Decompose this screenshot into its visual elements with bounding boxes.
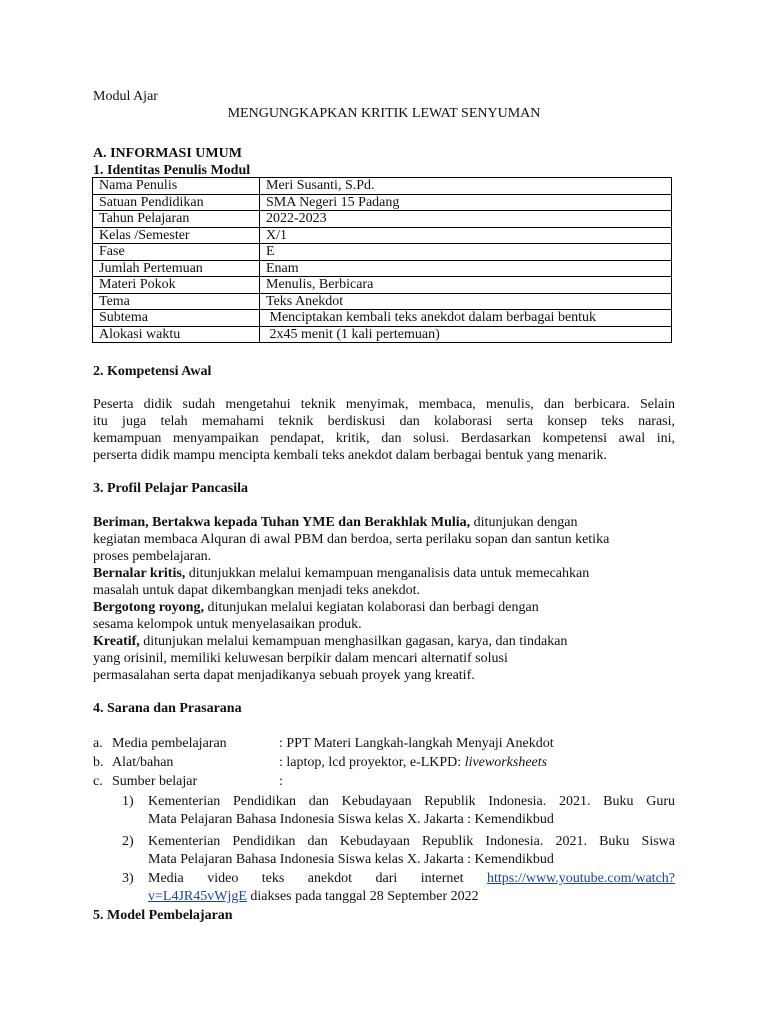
list-letter: b.	[93, 755, 104, 770]
profil-desc: ditunjukan melalui kegiatan kolaborasi dan berbagi dengan	[203, 600, 539, 615]
table-cell-value: 2x45 menit (1 kali pertemuan)	[260, 326, 672, 343]
table-cell-label: Materi Pokok	[93, 277, 260, 294]
document-title: MENGUNGKAPKAN KRITIK LEWAT SENYUMAN	[227, 106, 541, 121]
reference-text: diakses pada tanggal 28 September 2022	[246, 889, 479, 904]
table-cell-label: Nama Penulis	[93, 178, 260, 195]
list-letter: a.	[93, 736, 103, 751]
table-cell-value: Menciptakan kembali teks anekdot dalam berbagai bentuk	[260, 310, 672, 327]
table-cell-label: Subtema	[93, 310, 260, 327]
table-cell-label: Kelas /Semester	[93, 227, 260, 244]
reference-line	[148, 888, 675, 906]
reference-text: Media video teks anekdot dari internet	[148, 871, 487, 886]
list-letter: c.	[93, 774, 103, 789]
table-cell-value: Menulis, Berbicara	[260, 277, 672, 294]
identitas-table	[92, 177, 672, 343]
sarana-item-alat	[93, 754, 548, 772]
profil-item-bernalar	[93, 565, 675, 582]
paragraph-line: proses pembelajaran.	[93, 549, 212, 564]
sarana-item-sumber	[93, 773, 283, 791]
table-cell-value: E	[260, 244, 672, 261]
table-row	[93, 194, 672, 211]
sarana-heading: 4. Sarana dan Prasarana	[93, 701, 242, 716]
sarana-label: Sumber belajar	[112, 774, 198, 789]
table-cell-value: 2022-2023	[260, 211, 672, 228]
sarana-label: Media pembelajaran	[112, 736, 227, 751]
reference-line: Mata Pelajaran Bahasa Indonesia Siswa kelas X. Jakarta : Kemendikbud	[148, 812, 554, 827]
table-row	[93, 178, 672, 195]
paragraph-line: itu juga telah memahami teknik berdiskusi dan kolaborasi serta konsep teks narasi,	[93, 414, 675, 429]
identitas-heading: 1. Identitas Penulis Modul	[93, 163, 251, 178]
profil-item-beriman	[93, 514, 675, 531]
table-cell-value: SMA Negeri 15 Padang	[260, 194, 672, 211]
profil-item-kreatif	[93, 633, 675, 650]
reference-line: Mata Pelajaran Bahasa Indonesia Siswa kelas X. Jakarta : Kemendikbud	[148, 852, 554, 867]
sarana-label: Alat/bahan	[112, 755, 174, 770]
profil-desc: ditunjukkan melalui kemampuan menganalisis data untuk memecahkan	[185, 566, 590, 581]
doc-type-label: Modul Ajar	[93, 89, 158, 104]
profil-term: Bernalar kritis,	[93, 566, 186, 581]
table-cell-label: Tahun Pelajaran	[93, 211, 260, 228]
reference-item-2	[122, 833, 675, 869]
table-cell-label: Alokasi waktu	[93, 326, 260, 343]
table-row	[93, 326, 672, 343]
paragraph-line: sesama kelompok untuk menyelasaikan produk.	[93, 617, 362, 632]
reference-line: Kementerian Pendidikan dan Kebudayaan Republik Indonesia. 2021. Buku Siswa	[148, 834, 675, 849]
paragraph-line: perserta didik mampu mencipta kembali teks anekdot dalam berbagai bentuk yang menarik.	[93, 448, 607, 463]
profil-term: Kreatif,	[93, 634, 140, 649]
table-cell-value: Meri Susanti, S.Pd.	[260, 178, 672, 195]
table-cell-label: Tema	[93, 293, 260, 310]
reference-line: Kementerian Pendidikan dan Kebudayaan Republik Indonesia. 2021. Buku Guru	[148, 794, 675, 809]
table-cell-value: Teks Anekdot	[260, 293, 672, 310]
table-row	[93, 244, 672, 261]
sarana-value: : PPT Materi Langkah-langkah Menyaji Anekdot	[279, 736, 554, 751]
table-row	[93, 260, 672, 277]
reference-number: 3)	[122, 871, 134, 886]
paragraph-line: permasalahan serta dapat menjadikanya sebuah proyek yang kreatif.	[93, 668, 475, 683]
table-cell-label: Fase	[93, 244, 260, 261]
reference-line	[148, 870, 675, 888]
model-heading: 5. Model Pembelajaran	[93, 908, 233, 923]
kompetensi-paragraph	[93, 396, 675, 464]
sarana-value: :	[279, 774, 283, 789]
table-cell-value: Enam	[260, 260, 672, 277]
kompetensi-heading: 2. Kompetensi Awal	[93, 364, 212, 379]
sarana-item-media	[93, 735, 554, 753]
profil-item-gotong-royong	[93, 599, 675, 616]
table-cell-label: Jumlah Pertemuan	[93, 260, 260, 277]
sarana-value-italic: liveworksheets	[464, 755, 548, 770]
profil-block	[93, 514, 675, 684]
youtube-link-continued[interactable]: v=L4JR45vWjgE	[148, 889, 247, 904]
sarana-value-text: : laptop, lcd proyektor, e-LKPD:	[279, 755, 465, 770]
table-row	[93, 227, 672, 244]
sarana-value	[279, 754, 547, 772]
table-cell-value: X/1	[260, 227, 672, 244]
reference-item-1	[122, 793, 675, 829]
table-cell-label: Satuan Pendidikan	[93, 194, 260, 211]
section-a-heading: A. INFORMASI UMUM	[93, 146, 242, 161]
reference-item-3	[122, 870, 675, 906]
reference-number: 2)	[122, 834, 134, 849]
table-row	[93, 293, 672, 310]
table-row	[93, 277, 672, 294]
youtube-link[interactable]: https://www.youtube.com/watch?	[486, 871, 675, 886]
table-row	[93, 310, 672, 327]
paragraph-line: masalah untuk dapat dikembangkan menjadi teks anekdot.	[93, 583, 420, 598]
table-row	[93, 211, 672, 228]
profil-heading: 3. Profil Pelajar Pancasila	[93, 481, 249, 496]
profil-term: Beriman, Bertakwa kepada Tuhan YME dan Berakhlak Mulia,	[93, 515, 471, 530]
paragraph-line: kegiatan membaca Alquran di awal PBM dan berdoa, serta perilaku sopan dan santun ketika	[93, 532, 610, 547]
paragraph-line: kemampuan menyampaikan pendapat, kritik, dan solusi. Berdasarkan kompetensi awal ini,	[93, 431, 675, 446]
paragraph-line: Peserta didik sudah mengetahui teknik menyimak, membaca, menulis, dan berbicara. Selain	[93, 397, 675, 412]
profil-desc: ditunjukan dengan	[470, 515, 578, 530]
profil-desc: ditunjukan melalui kemampuan menghasilkan gagasan, karya, dan tindakan	[139, 634, 568, 649]
reference-number: 1)	[122, 794, 134, 809]
profil-term: Bergotong royong,	[93, 600, 204, 615]
paragraph-line: yang orisinil, memiliki keluwesan berpikir dalam mencari alternatif solusi	[93, 651, 508, 666]
